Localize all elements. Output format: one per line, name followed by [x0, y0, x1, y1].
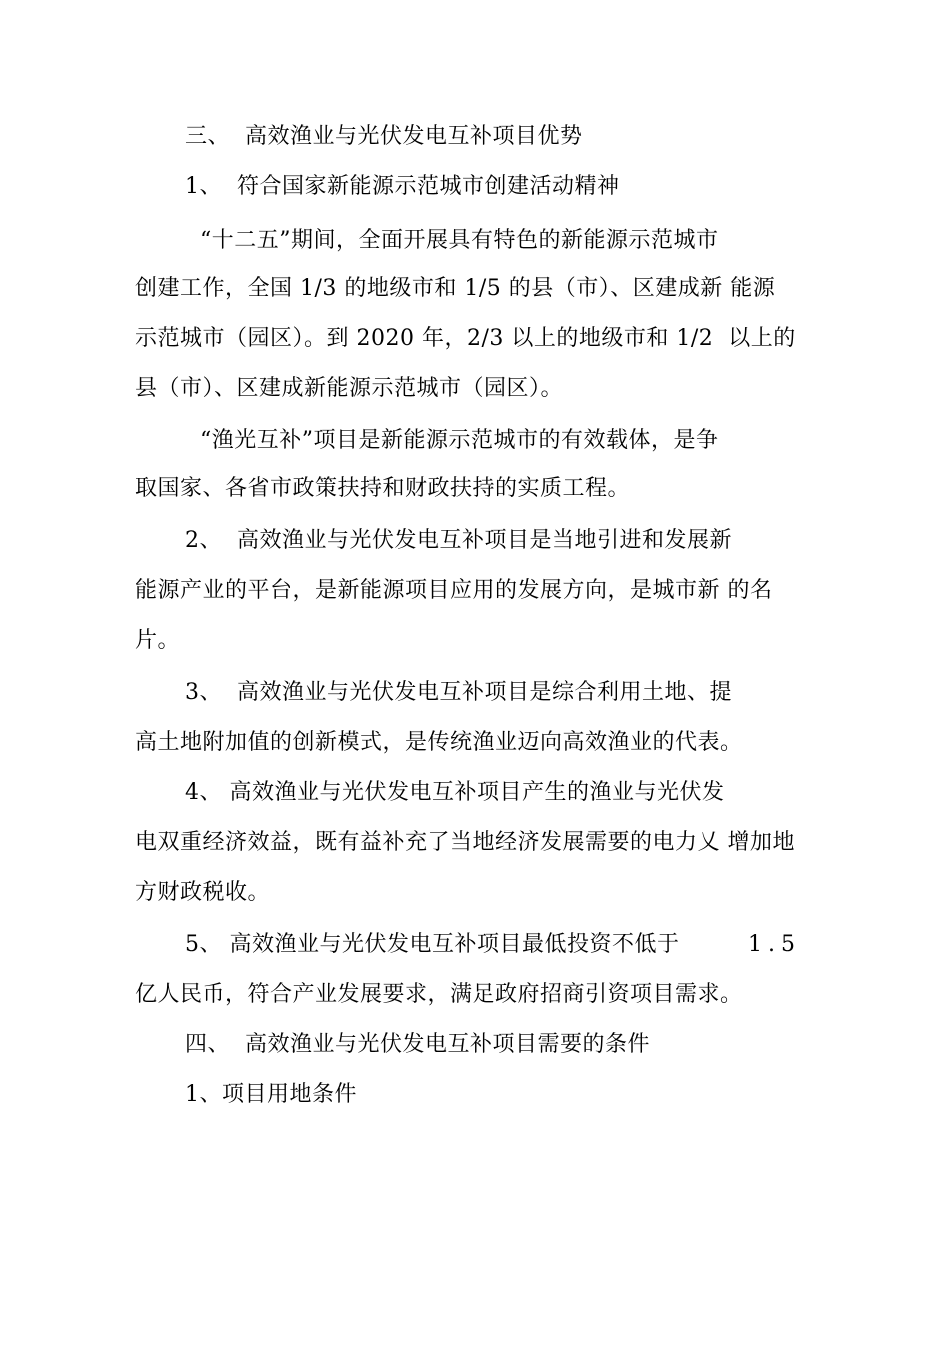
subsection-heading: 1、项目用地条件 [185, 1082, 357, 1107]
point-5-amount: 1.5 [748, 932, 801, 957]
point-3-line: 3、 高效渔业与光伏发电互补项目是综合利用土地、提 [185, 680, 732, 705]
paragraph-line: 片。 [135, 628, 181, 653]
paragraph-line: 示范城市（园区）。到 2020 年，2/3 以上的地级市和 1/2 以上的 [135, 326, 796, 351]
paragraph-line: 亿人民币，符合产业发展要求，满足政府招商引资项目需求。 [135, 982, 743, 1007]
point-4-line: 4、 高效渔业与光伏发电互补项目产生的渔业与光伏发 [185, 780, 725, 805]
paragraph-line: 电双重经济效益，既有益补充了当地经济发展需要的电力乂 增加地 [135, 830, 795, 855]
point-1-heading: 1、 符合国家新能源示范城市创建活动精神 [185, 174, 620, 199]
point-2-line: 2、 高效渔业与光伏发电互补项目是当地引进和发展新 [185, 528, 732, 553]
paragraph-line: 方财政税收。 [135, 880, 271, 905]
paragraph-line: 高土地附加值的创新模式，是传统渔业迈向高效渔业的代表。 [135, 730, 743, 755]
paragraph-line: “十二五”期间，全面开展具有特色的新能源示范城市 [200, 228, 719, 253]
section-heading-3: 三、 高效渔业与光伏发电互补项目优势 [185, 124, 583, 149]
paragraph-line: “渔光互补”项目是新能源示范城市的有效载体，是争 [200, 428, 719, 453]
section-heading-4: 四、 高效渔业与光伏发电互补项目需要的条件 [185, 1032, 650, 1057]
paragraph-line: 创建工作，全国 1/3 的地级市和 1/5 的县（市）、区建成新 能源 [135, 276, 776, 301]
paragraph-line: 县（市）、区建成新能源示范城市（园区）。 [135, 376, 564, 401]
point-5-line: 5、 高效渔业与光伏发电互补项目最低投资不低于 [185, 932, 680, 957]
paragraph-line: 能源产业的平台，是新能源项目应用的发展方向，是城市新 的名 [135, 578, 773, 603]
paragraph-line: 取国家、各省市政策扶持和财政扶持的实质工程。 [135, 476, 631, 501]
